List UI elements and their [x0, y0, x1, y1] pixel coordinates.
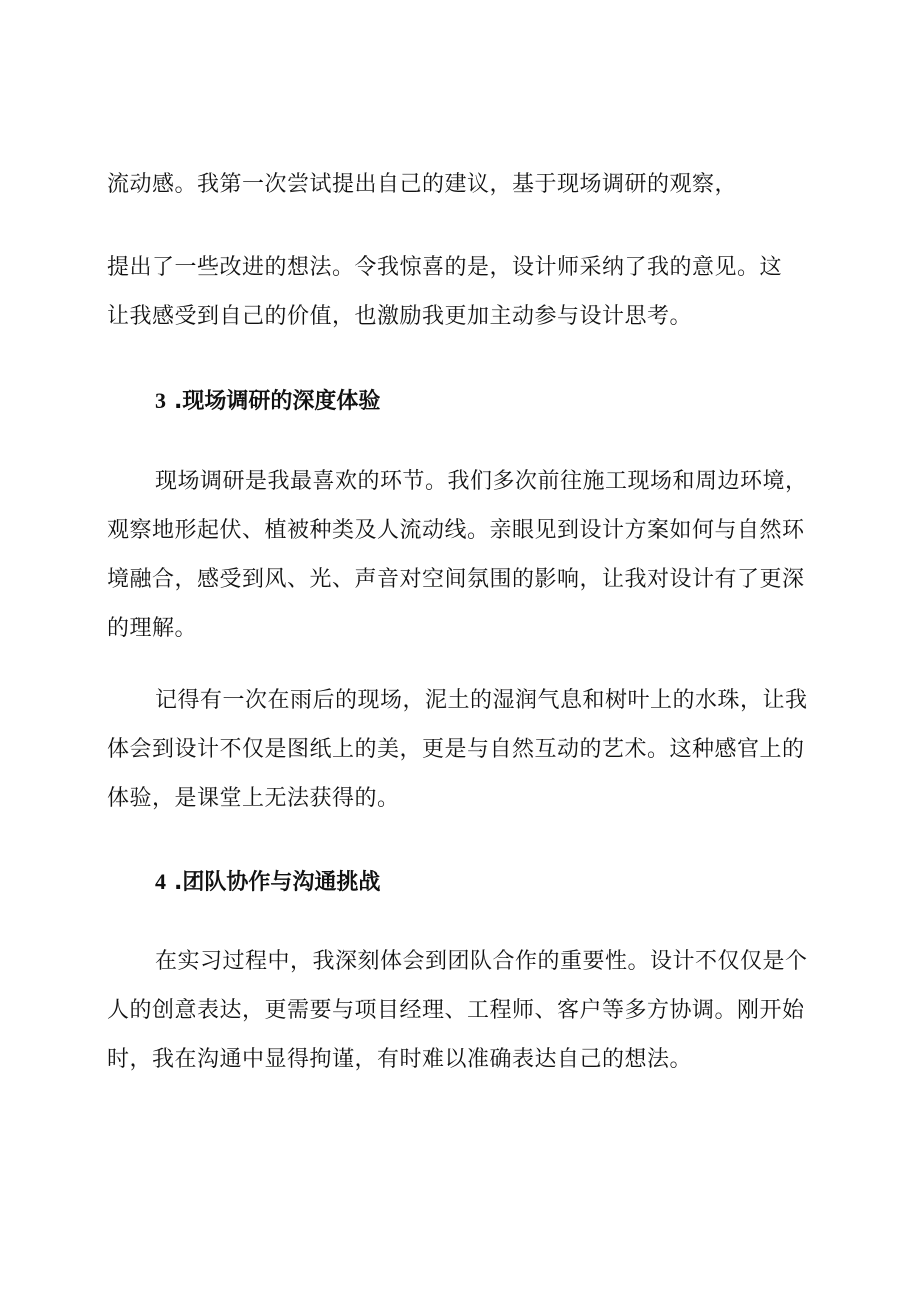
text-line: 时，我在沟通中显得拘谨，有时难以准确表达自己的想法。	[107, 1047, 693, 1072]
text-line: 流动感。我第一次尝试提出自己的建议，基于现场调研的观察，	[107, 172, 738, 197]
text-line: 境融合，感受到风、光、声音对空间氛围的影响，让我对设计有了更深	[107, 567, 805, 592]
text-line: 体验，是课堂上无法获得的。	[107, 786, 400, 811]
section-4-heading	[155, 867, 380, 898]
section-number: 3	[155, 388, 166, 413]
text-line: 观察地形起伏、植被种类及人流动线。亲眼见到设计方案如何与自然环	[107, 518, 805, 543]
section-title: .团队协作与沟通挑战	[174, 870, 381, 895]
text-line: 让我感受到自己的价值，也激励我更加主动参与设计思考。	[107, 304, 693, 329]
text-line: 现场调研是我最喜欢的环节。我们多次前往施工现场和周边环境，	[155, 469, 808, 494]
text-line: 人的创意表达，更需要与项目经理、工程师、客户等多方协调。刚开始	[107, 998, 805, 1023]
text-line: 在实习过程中，我深刻体会到团队合作的重要性。设计不仅仅是个	[155, 949, 808, 974]
section-number: 4	[155, 869, 166, 894]
text-line: 提出了一些改进的想法。令我惊喜的是，设计师采纳了我的意见。这	[107, 255, 783, 280]
section-title: .现场调研的深度体验	[174, 389, 381, 414]
text-line: 记得有一次在雨后的现场，泥土的湿润气息和树叶上的水珠，让我	[155, 688, 808, 713]
section-3-heading	[155, 386, 380, 417]
text-line: 的理解。	[107, 616, 198, 641]
text-line: 体会到设计不仅是图纸上的美，更是与自然互动的艺术。这种感官上的	[107, 737, 805, 762]
